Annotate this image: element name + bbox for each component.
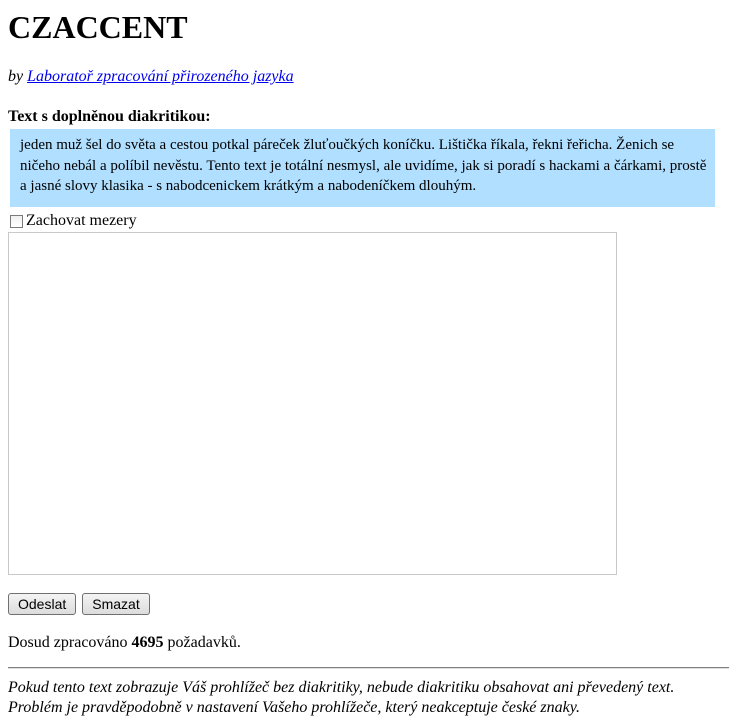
- keep-spaces-option[interactable]: [10, 212, 137, 230]
- counter-value: 4695: [131, 634, 164, 651]
- request-counter: [8, 633, 241, 653]
- author-link[interactable]: Laboratoř zpracování přirozeného jazyka: [27, 68, 294, 85]
- result-text-box: jeden muž šel do světa a cestou potkal páreček žluťoučkých koníčku. Lištička říkala, řekni řeřicha. Ženich se ničeho nebál a políbil nevěstu. Tento text je totální nesmysl, ale uvidíme, jak si poradí s hackami a čárkami, prostě a jasné slovy klasika - s nabodcenickem krátkým a nabodeníčkem dlouhým.: [10, 129, 715, 207]
- keep-spaces-checkbox[interactable]: [10, 215, 23, 228]
- divider: [8, 667, 729, 669]
- byline-prefix: by: [8, 68, 24, 85]
- encoding-note: [8, 678, 729, 718]
- encoding-note-line-2: Problém je pravděpodobně v nastavení Vašeho prohlížeče, který neakceptuje české znaky.: [8, 699, 580, 716]
- input-textarea[interactable]: [8, 232, 617, 575]
- byline: [8, 67, 294, 87]
- keep-spaces-label: Zachovat mezery: [26, 212, 137, 229]
- result-label: Text s doplněnou diakritikou:: [8, 108, 211, 125]
- page-title: CZACCENT: [8, 9, 188, 45]
- counter-suffix: požadavků.: [167, 634, 241, 651]
- counter-prefix: Dosud zpracováno: [8, 634, 128, 651]
- encoding-note-line-1: Pokud tento text zobrazuje Váš prohlížeč bez diakritiky, nebude diakritiku obsahovat ani převedený text.: [8, 679, 675, 696]
- form-buttons: [8, 593, 150, 615]
- submit-button[interactable]: Odeslat: [8, 593, 76, 615]
- clear-button[interactable]: Smazat: [82, 593, 149, 615]
